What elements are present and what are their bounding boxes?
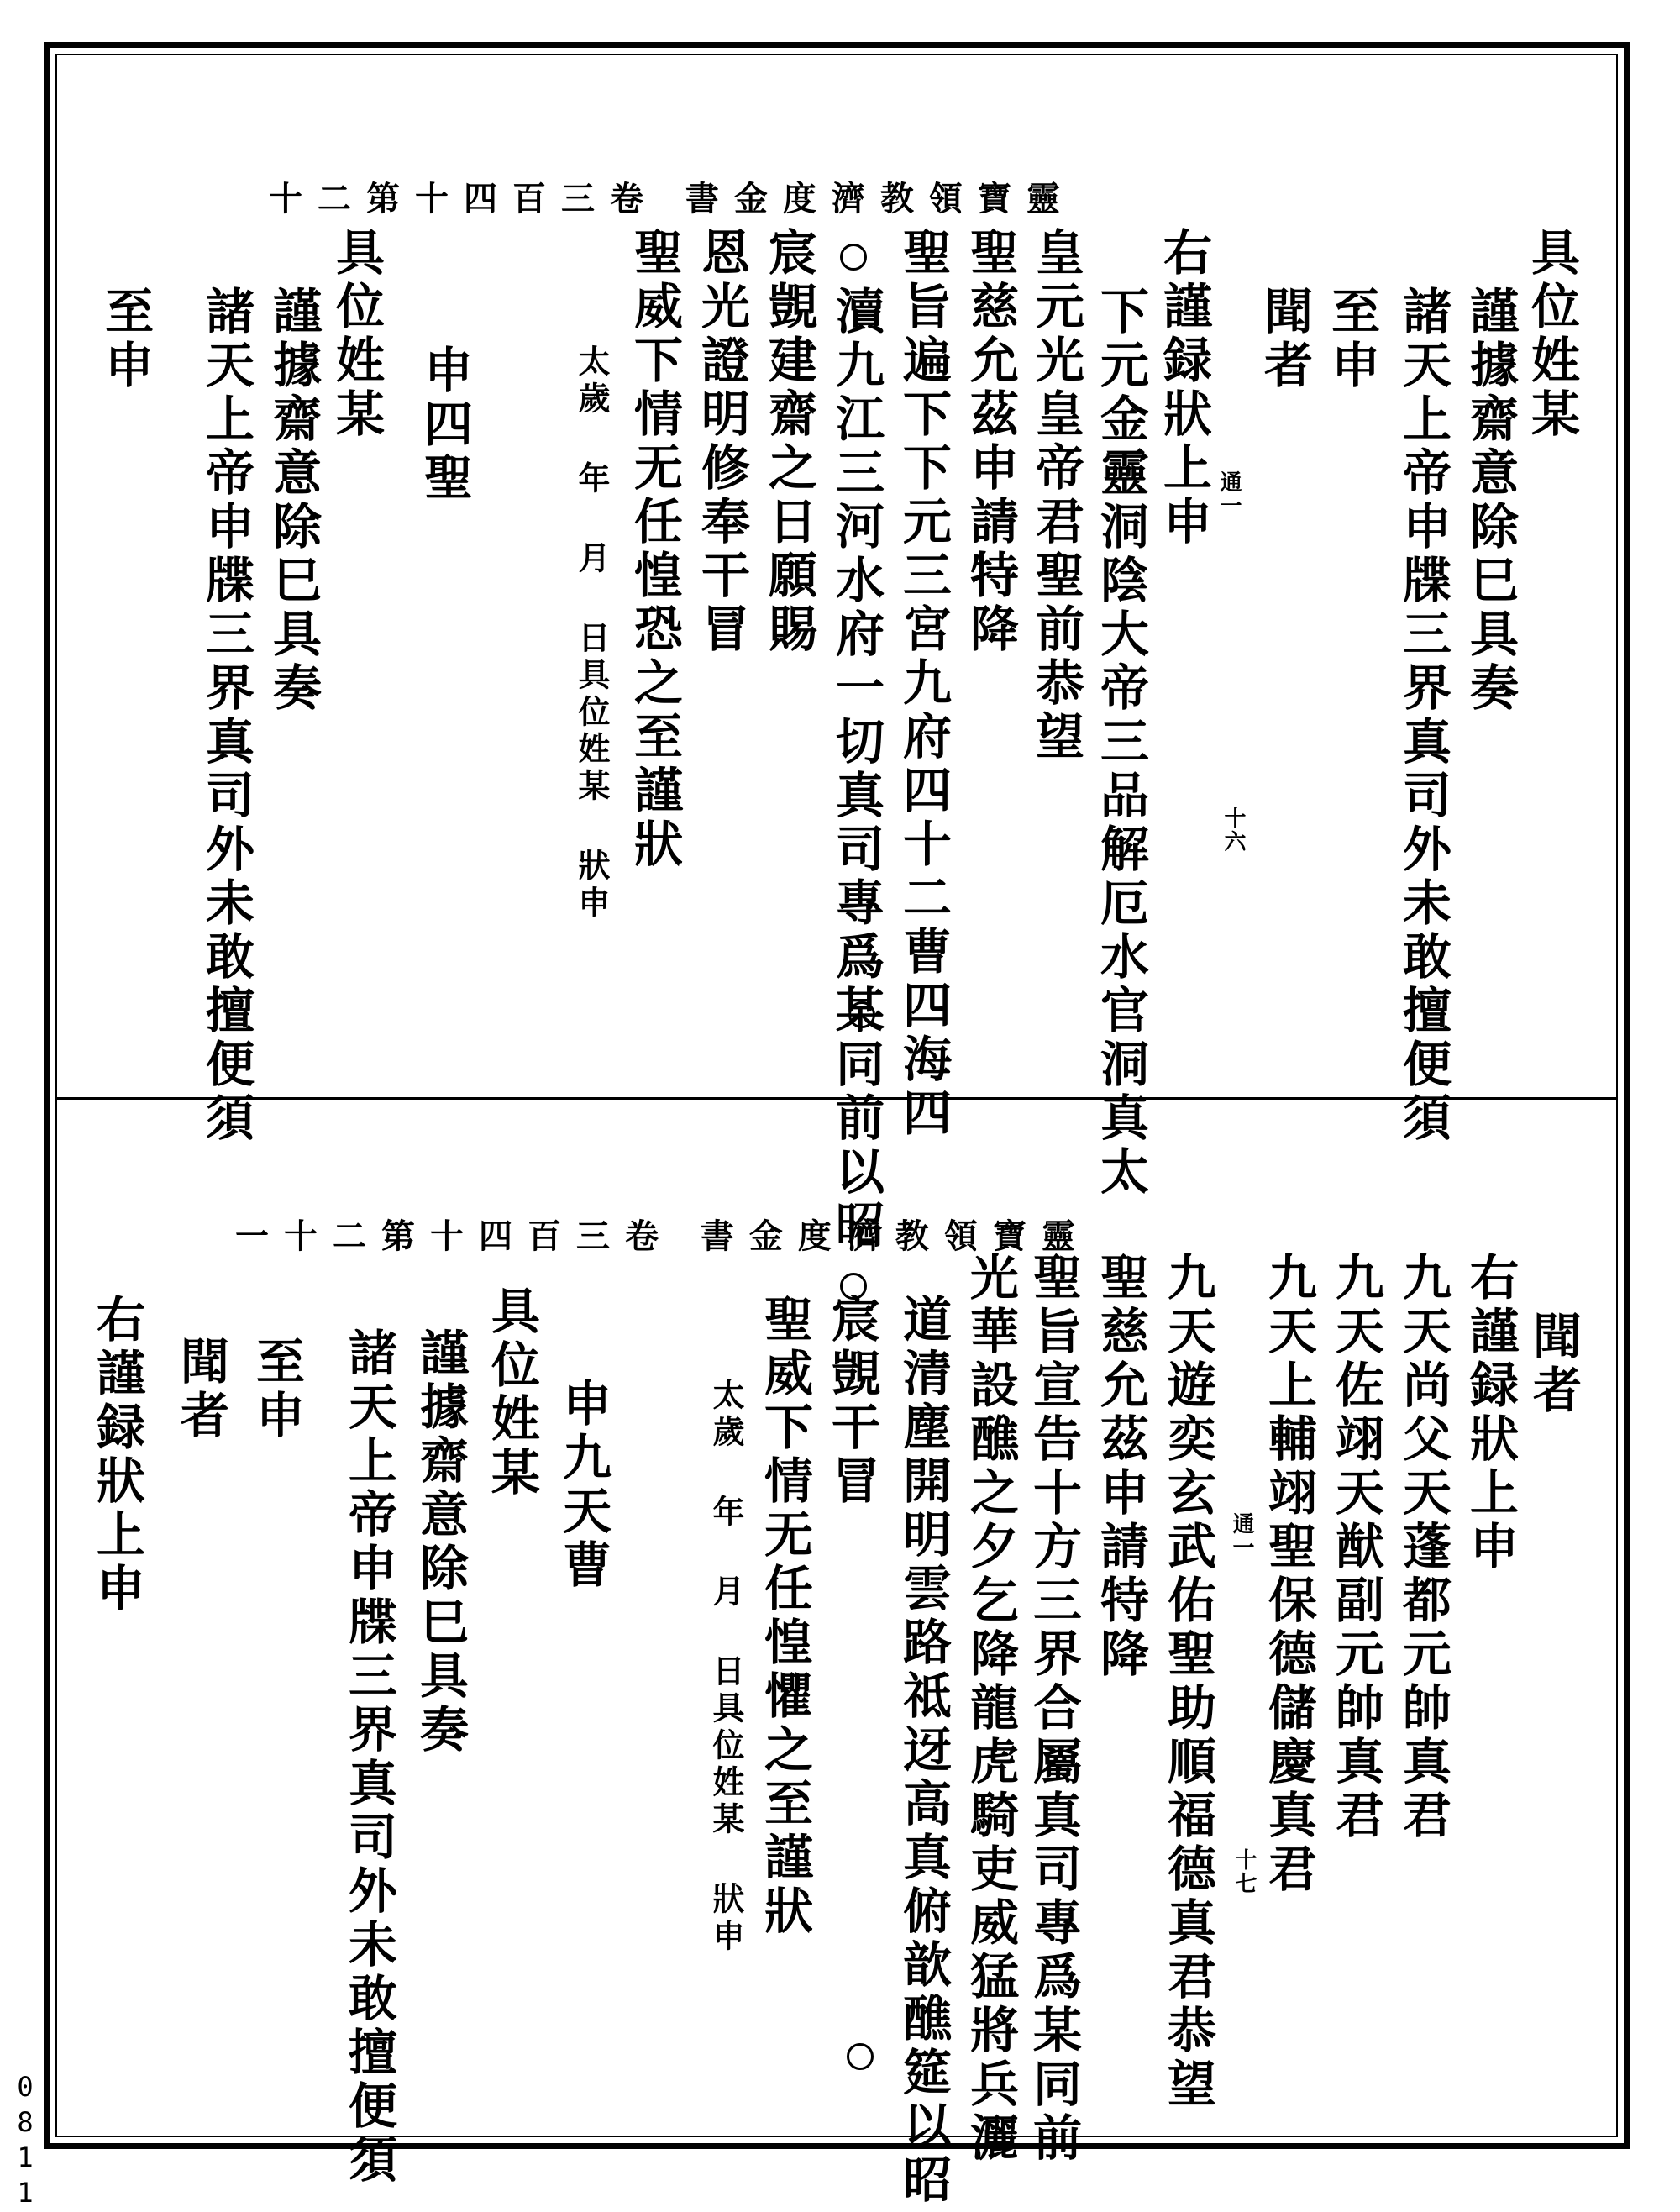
bottom-col-8: 聖旨宣告十方三界合屬真司專爲某同前 [1025, 1252, 1082, 2166]
bottom-col-17: 諸天上帝申牒三界真司外未敢擅便須 [340, 1327, 397, 2188]
top-col-15: 太歲 年 月 日具位姓某 狀申 [573, 344, 611, 922]
bottom-col-20: 右謹録狀上申 [88, 1294, 145, 1616]
bottom-col-18: 至申 [248, 1336, 305, 1443]
top-col-7: 下元金靈洞陰大帝三品解厄水官洞真太 [1092, 286, 1149, 1200]
bottom-col-12: 聖威下情无任惶懼之至謹狀 [756, 1294, 813, 1939]
top-col-19: 諸天上帝申牒三界真司外未敢擅便須 [197, 286, 255, 1146]
bottom-col-7: 聖慈允茲申請特降 [1092, 1252, 1149, 1682]
top-col-8: 皇元光皇帝君聖前恭望 [1027, 227, 1084, 764]
top-col-9: 聖慈允茲申請特降 [962, 227, 1019, 657]
top-folio-mark-1: 通一 [1216, 470, 1242, 518]
bottom-col-10: 道清塵開明雲路祗迓高真俯歆醮筵以昭 [895, 1294, 952, 2208]
top-col-1: 具位姓某 [1523, 227, 1580, 442]
top-col-10: 聖旨遍下下元三宮九府四十二曹四海四 [895, 227, 952, 1141]
top-col-3: 諸天上帝申牒三界真司外未敢擅便須 [1394, 286, 1452, 1146]
bottom-col-5: 九天上輔翊聖保德儲慶真君 [1260, 1252, 1317, 1897]
top-col-4: 至申 [1323, 286, 1380, 393]
top-col-11: 瀆九江三河水府一切真司專爲某同前以昭 [827, 286, 885, 1253]
bottom-col-11: 宸覬干冒 [823, 1294, 880, 1509]
bottom-col-15: 具位姓某 [483, 1285, 540, 1500]
bottom-circle-2 [847, 2043, 874, 2070]
top-col-17: 具位姓某 [328, 227, 385, 442]
bottom-col-19: 聞者 [172, 1336, 229, 1443]
bottom-col-6: 九天遊奕玄武佑聖助順福德真君恭望 [1159, 1252, 1216, 2112]
bottom-col-9: 光華設醮之夕乞降龍虎騎吏威猛將兵灑 [962, 1252, 1019, 2166]
top-col-12: 宸覬建齋之日願賜 [760, 227, 817, 657]
bottom-col-3: 九天尚父天蓬都元帥真君 [1394, 1252, 1452, 1843]
bottom-folio-mark-1: 通一 [1229, 1512, 1254, 1559]
page-number: 0811 [9, 2071, 41, 2212]
top-folio-mark-2: 十六 [1221, 807, 1246, 854]
top-header: 靈寶領教濟度金書 卷三百四十第二十 [269, 179, 1075, 218]
top-circle-2 [848, 1001, 875, 1028]
top-col-5: 聞者 [1256, 286, 1313, 393]
bottom-col-16: 謹據齋意除巳具奏 [412, 1327, 469, 1758]
bottom-col-1: 聞者 [1525, 1311, 1582, 1418]
top-col-20: 至申 [97, 286, 154, 393]
top-col-16: 申四聖 [416, 344, 473, 506]
bottom-col-4: 九天佐翊天猷副元帥真君 [1327, 1252, 1384, 1843]
bottom-col-14: 申九天曹 [554, 1378, 612, 1593]
top-circle-1 [840, 244, 867, 271]
bottom-col-13: 太歲 年 月 日具位姓某 狀申 [707, 1378, 745, 1956]
bottom-folio-mark-2: 十七 [1231, 1848, 1257, 1895]
bottom-col-2: 右謹録狀上申 [1462, 1252, 1519, 1574]
top-col-6: 右謹録狀上申 [1155, 227, 1212, 549]
top-col-14: 聖威下情无任惶恐之至謹狀 [626, 227, 683, 872]
bottom-header: 靈寶領教濟度金書 卷三百四十第二十一 [235, 1216, 1090, 1256]
top-col-2: 謹據齋意除巳具奏 [1462, 286, 1519, 716]
top-col-13: 恩光證明修奉干冒 [693, 227, 750, 657]
top-col-18: 謹據齋意除巳具奏 [265, 286, 322, 716]
